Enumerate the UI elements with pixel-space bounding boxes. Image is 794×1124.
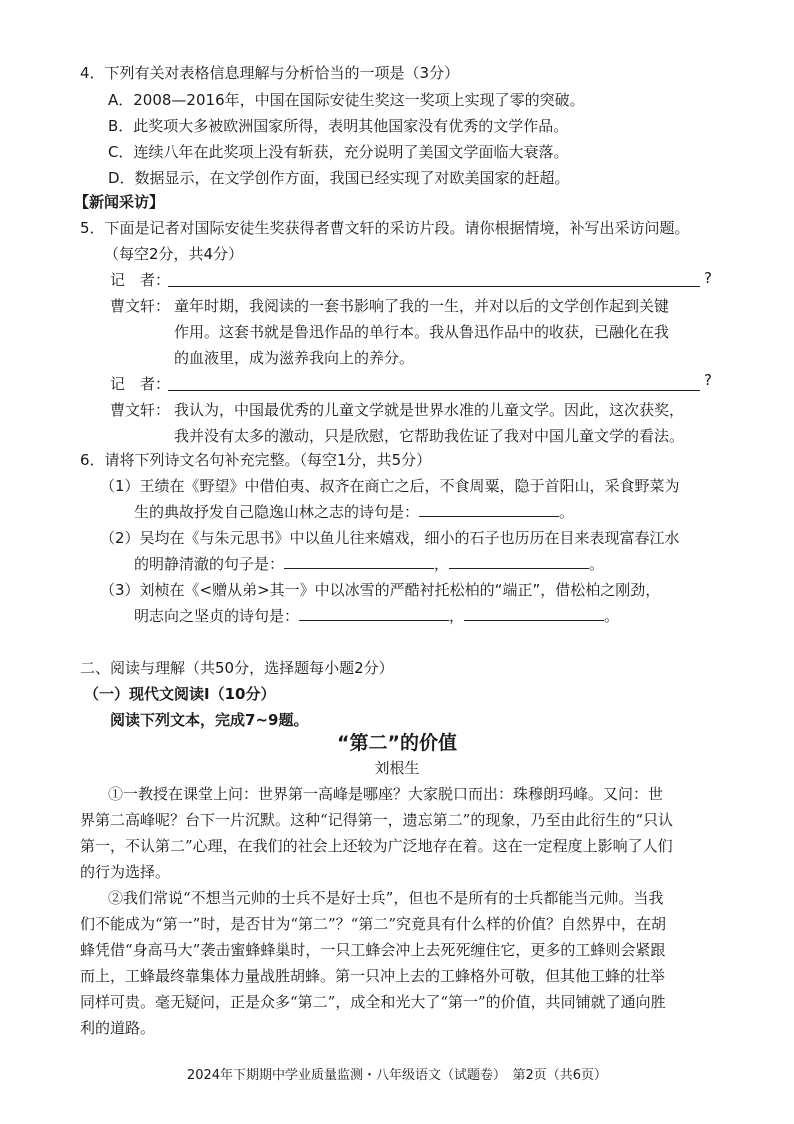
article-para1-line4: 的行为选择。 xyxy=(80,863,171,881)
q6-item3-sep: ， xyxy=(449,607,465,625)
article-para1-line1: ①一教授在课堂上问：世界第一高峰是哪座？大家脱口而出：珠穆朗玛峰。又问：世 xyxy=(108,785,664,803)
article-para1-line2: 界第二高峰呢？台下一片沉默。这种“记得第一，遗忘第二”的现象，乃至由此衍生的“只认 xyxy=(80,811,674,829)
q6-item1-line2 xyxy=(134,502,574,522)
q6-item3-line1: （3）刘桢在《<赠从弟>其一》中以冰雪的严酷衬托松柏的“端正”，借松柏之刚劲， xyxy=(100,581,661,599)
section2-heading: 二、阅读与理解（共50分，选择题每小题2分） xyxy=(80,659,394,677)
article-para2-line6: 利的道路。 xyxy=(80,1019,156,1037)
q5-speaker-2: 曹文轩： xyxy=(110,401,171,419)
article-para2-line2: 们不能成为“第一”时，是否甘为“第二”？“第二”究竟具有什么样的价值？自然界中，在胡 xyxy=(80,915,667,933)
article-para2-line5: 同样可贵。毫无疑问，正是众多“第二”，成全和光大了“第一”的价值，共同铺就了通向胜 xyxy=(80,993,666,1011)
q5-answer1-line3: 的血液里，成为滋养我向上的养分。 xyxy=(174,349,415,367)
q6-item2-line1: （2）吴均在《与朱元思书》中以鱼儿往来嬉戏，细小的石子也历历在目来表现富春江水 xyxy=(100,529,680,547)
article-para2-line4: 而上，工蜂最终靠集体力量战胜胡蜂。第一只冲上去的工蜂格外可敬，但其他工蜂的壮举 xyxy=(80,967,666,985)
q6-item3-end: 。 xyxy=(604,607,620,625)
q5-speaker-1: 曹文轩： xyxy=(110,297,171,315)
q6-item2-line2 xyxy=(134,554,604,574)
q5-answer-blank-2[interactable] xyxy=(168,390,700,391)
q6-stem: 6．请将下列诗文名句补充完整。（每空1分，共5分） xyxy=(80,451,432,469)
q6-item2-prompt: 的明静清澈的句子是： xyxy=(134,555,285,573)
q6-item1-prompt: 生的典故抒发自己隐逸山林之志的诗句是： xyxy=(134,503,420,521)
q4-option-a: A．2008—2016年，中国在国际安徒生奖这一奖项上实现了零的突破。 xyxy=(108,91,585,109)
q5-answer1-line1: 童年时期，我阅读的一套书影响了我的一生，并对以后的文学创作起到关键 xyxy=(174,297,670,315)
q5-question-mark-1: ? xyxy=(704,269,712,287)
q6-item2-sep: ， xyxy=(434,555,450,573)
page-footer: 2024年下期期中学业质量监测・八年级语文（试题卷） 第2页（共6页） xyxy=(186,1068,608,1083)
q6-item2-blank-1[interactable] xyxy=(284,554,434,569)
q6-item2-blank-2[interactable] xyxy=(449,554,589,569)
subsection-heading: （一）现代文阅读Ⅰ（10分） xyxy=(84,685,276,703)
article-title: “第二”的价值 xyxy=(337,732,457,754)
news-section-heading: 【新闻采访】 xyxy=(74,193,165,211)
q6-item3-blank-1[interactable] xyxy=(299,606,449,621)
q5-answer2-line2: 我并没有太多的激动，只是欣慰，它帮助我佐证了我对中国儿童文学的看法。 xyxy=(174,427,685,445)
article-author: 刘根生 xyxy=(374,759,420,777)
q5-score: （每空2分，共4分） xyxy=(104,245,244,263)
q4-stem: 4．下列有关对表格信息理解与分析恰当的一项是（3分） xyxy=(80,64,460,82)
q6-item1-blank[interactable] xyxy=(419,502,559,517)
article-para1-line3: 第一，不认第二”心理，在我们的社会上还较为广泛地存在着。这在一定程度上影响了人们 xyxy=(80,837,673,855)
article-para2-line1: ②我们常说“不想当元帅的士兵不是好士兵”，但也不是所有的士兵都能当元帅。当我 xyxy=(108,889,664,907)
reading-instruction: 阅读下列文本，完成7~9题。 xyxy=(110,711,309,729)
q4-option-b: B．此奖项大多被欧洲国家所得，表明其他国家没有优秀的文学作品。 xyxy=(108,117,569,135)
q5-answer1-line2: 作用。这套书就是鲁迅作品的单行本。我从鲁迅作品中的收获，已融化在我 xyxy=(174,323,670,341)
q6-item3-line2 xyxy=(134,606,619,626)
q5-reporter-label-2: 记 者： xyxy=(110,375,171,393)
q5-question-mark-2: ? xyxy=(704,371,712,389)
q5-reporter-label-1: 记 者： xyxy=(110,271,171,289)
q6-item2-end: 。 xyxy=(589,555,605,573)
q6-item1-end: 。 xyxy=(559,503,575,521)
q5-answer-blank-1[interactable] xyxy=(168,286,700,287)
q5-answer2-line1: 我认为，中国最优秀的儿童文学就是世界水准的儿童文学。因此，这次获奖， xyxy=(174,401,685,419)
q6-item3-blank-2[interactable] xyxy=(464,606,604,621)
q6-item1-line1: （1）王绩在《野望》中借伯夷、叔齐在商亡之后，不食周粟，隐于首阳山，采食野菜为 xyxy=(100,477,680,495)
q6-item3-prompt: 明志向之坚贞的诗句是： xyxy=(134,607,300,625)
q4-option-d: D．数据显示，在文学创作方面，我国已经实现了对欧美国家的赶超。 xyxy=(108,169,570,187)
q4-option-c: C．连续八年在此奖项上没有斩获，充分说明了美国文学面临大衰落。 xyxy=(108,143,569,161)
article-para2-line3: 蜂凭借“身高马大”袭击蜜蜂蜂巢时，一只工蜂会冲上去死死缠住它，更多的工蜂则会紧跟 xyxy=(80,941,666,959)
q5-stem: 5．下面是记者对国际安徒生奖获得者曹文轩的采访片段。请你根据情境，补写出采访问题。 xyxy=(80,219,690,237)
